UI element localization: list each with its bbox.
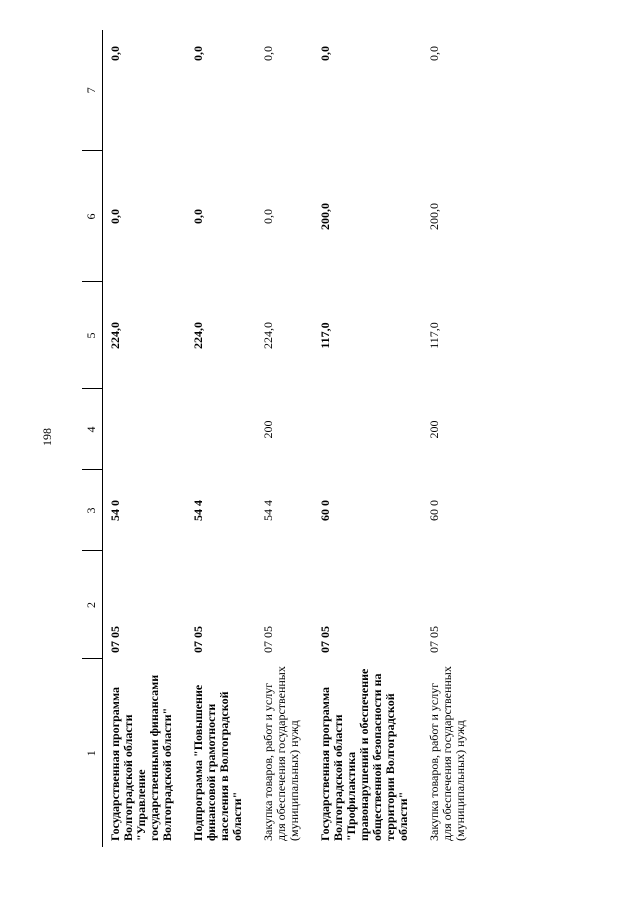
header-col-7: 7: [82, 30, 103, 151]
row-expense-type: 200: [427, 420, 441, 439]
budget-table-container: [82, 30, 562, 847]
row-name: Государственная программа Волгоградской области "Профилактика правонарушений и обеспечение общественной безопасности на территории Волгоградской области": [318, 668, 410, 841]
row-expense-type: [186, 389, 256, 470]
row-target-article: 54 4: [261, 500, 275, 521]
row-sum-b: 200,0: [318, 203, 332, 230]
row-target-article: 54 4: [191, 500, 205, 521]
row-expense-type: 200: [261, 420, 275, 439]
row-sum-b: 0,0: [261, 209, 275, 224]
row-sum-a: 117,0: [318, 322, 332, 349]
header-col-5: 5: [82, 282, 103, 389]
header-col-2: 2: [82, 551, 103, 659]
row-sum-b: 0,0: [191, 209, 205, 224]
row-expense-type: [313, 389, 422, 470]
table-row: [186, 30, 256, 847]
row-section-code: 07 05: [427, 626, 441, 653]
budget-table: [82, 30, 479, 847]
row-sum-a: 224,0: [261, 322, 275, 349]
row-name: Подпрограмма "Повышение финансовой грамотности населения в Волгоградской области": [191, 684, 244, 841]
row-target-article: 54 0: [108, 500, 122, 521]
header-col-1: 1: [82, 659, 103, 847]
table-row: [256, 30, 313, 847]
row-sum-a: 117,0: [427, 322, 441, 349]
row-name: Закупка товаров, работ и услуг для обеспечения государственных (муниципальных) нужд: [261, 666, 301, 841]
row-section-code: 07 05: [108, 626, 122, 653]
row-target-article: 60 0: [427, 500, 441, 521]
header-col-6: 6: [82, 151, 103, 282]
row-section-code: 07 05: [191, 626, 205, 653]
row-sum-b: 0,0: [108, 209, 122, 224]
row-target-article: 60 0: [318, 500, 332, 521]
page-number: 198: [40, 428, 54, 446]
row-section-code: 07 05: [318, 626, 332, 653]
table-row: [313, 30, 422, 847]
row-name: Государственная программа Волгоградской области "Управление государственными финансами Волгоградской области": [108, 674, 174, 841]
row-name: Закупка товаров, работ и услуг для обеспечения государственных (муниципальных) нужд: [427, 666, 467, 841]
row-sum-c: 0,0: [318, 46, 332, 61]
table-row: [422, 30, 479, 847]
header-row: [82, 30, 103, 847]
row-sum-a: 224,0: [191, 322, 205, 349]
row-sum-a: 224,0: [108, 322, 122, 349]
header-col-3: 3: [82, 470, 103, 551]
header-col-4: 4: [82, 389, 103, 470]
row-sum-c: 0,0: [427, 46, 441, 61]
row-sum-b: 200,0: [427, 203, 441, 230]
row-section-code: 07 05: [261, 626, 275, 653]
row-sum-c: 0,0: [108, 46, 122, 61]
row-sum-c: 0,0: [261, 46, 275, 61]
row-expense-type: [103, 389, 187, 470]
row-sum-c: 0,0: [191, 46, 205, 61]
table-row: [103, 30, 187, 847]
